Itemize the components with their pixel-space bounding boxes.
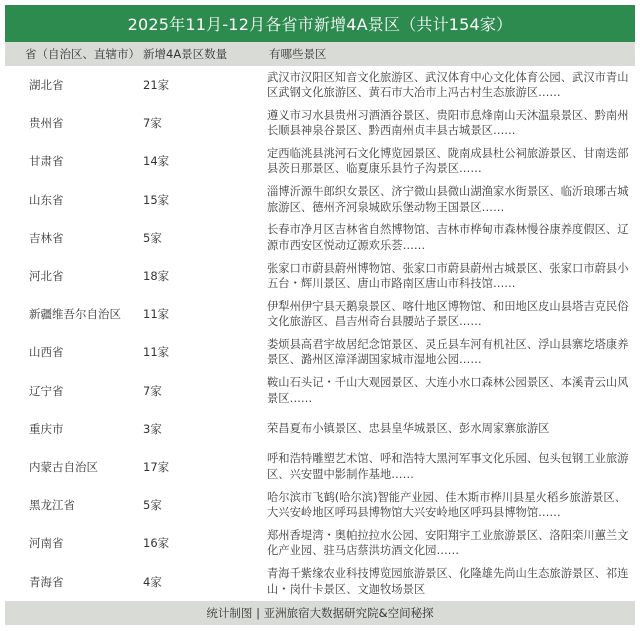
table-row (5, 410, 635, 448)
count-cell: 17家 (143, 459, 170, 474)
province-cell: 甘肃省 (29, 154, 64, 169)
spots-cell: 长春市净月区吉林省自然博物馆、吉林市桦甸市森林慢谷康养度假区、辽源市西安区悦动辽源欢乐荟…… (267, 223, 629, 252)
footer-credit: 统计制图 | 亚洲旅宿大数据研究院&空间秘探 (5, 601, 635, 625)
table-row (5, 486, 635, 524)
table-row (5, 562, 635, 600)
spots-cell: 伊犁州伊宁县天鹅泉景区、喀什地区博物馆、和田地区皮山县塔吉克民俗文化旅游区、昌吉州奇台县腰站子景区…… (267, 299, 629, 329)
table-row (5, 142, 635, 180)
count-cell: 18家 (143, 269, 170, 284)
count-cell: 11家 (143, 307, 170, 322)
count-cell: 15家 (143, 192, 170, 207)
table-row (5, 372, 635, 410)
table-row (5, 219, 635, 257)
table-row (5, 257, 635, 295)
province-cell: 新疆维吾尔自治区 (29, 307, 121, 322)
table-row (5, 448, 635, 486)
count-cell: 4家 (143, 574, 162, 589)
header-spots: 有哪些景区 (269, 47, 327, 61)
province-cell: 河南省 (29, 536, 64, 551)
spots-cell: 郑州香堤湾・奥帕拉拉水公园、安阳翔宇工业旅游景区、洛阳栾川蕙兰文化产业园、驻马店蔡洪坊酒文化园…… (267, 528, 629, 558)
spots-cell: 娄烦县高君宇故居纪念馆景区、灵丘县车河有机社区、浮山县寨圪塔康养景区、潞州区漳泽湖国家城市湿地公园…… (267, 337, 629, 367)
province-cell: 黑龙江省 (29, 498, 75, 513)
table-card (5, 5, 635, 625)
table-row (5, 104, 635, 142)
province-cell: 贵州省 (29, 116, 64, 131)
page-title: 2025年11月-12月各省市新增4A景区（共计154家） (5, 5, 635, 42)
table-row (5, 181, 635, 219)
province-cell: 湖北省 (29, 78, 64, 93)
header-count: 新增4A景区数量 (143, 47, 228, 61)
table-row (5, 66, 635, 104)
table-row (5, 295, 635, 333)
spots-cell: 呼和浩特雕塑艺术馆、呼和浩特大黑河军事文化乐园、包头包钢工业旅游区、兴安盟中影制作基地…… (267, 452, 629, 481)
spots-cell: 遵义市习水县贵州习酒酒谷景区、贵阳市息烽南山天沐温泉景区、黔南州长顺县神泉谷景区、黔西南州贞丰县古城景区…… (267, 108, 629, 138)
count-cell: 5家 (143, 498, 162, 513)
spots-cell: 淄博沂源牛郎织女景区、济宁微山县微山湖渔家水街景区、临沂琅琊古城旅游区、德州齐河泉城欧乐堡动物王国景区…… (267, 185, 629, 214)
spots-cell: 荣昌夏布小镇景区、忠县皇华城景区、彭水周家寨旅游区 (267, 422, 550, 436)
count-cell: 11家 (143, 345, 170, 360)
count-cell: 7家 (143, 383, 162, 398)
province-cell: 内蒙古自治区 (29, 459, 98, 474)
table-row (5, 524, 635, 562)
province-cell: 重庆市 (29, 421, 64, 436)
count-cell: 7家 (143, 116, 162, 131)
spots-cell: 定西临洮县洮河石文化博览园景区、陇南成县杜公祠旅游景区、甘南迭部县茨日那景区、临夏康乐县竹子沟景区…… (267, 146, 629, 176)
count-cell: 14家 (143, 154, 170, 169)
table-row (5, 333, 635, 371)
count-cell: 5家 (143, 230, 162, 245)
spots-cell: 哈尔滨市飞鹤(哈尔滨)智能产业园、佳木斯市桦川县星火稻乡旅游景区、大兴安岭地区呼玛县博物馆大兴安岭地区呼玛县博物馆…… (267, 490, 627, 520)
spots-cell: 张家口市蔚县蔚州博物馆、张家口市蔚县蔚州古城景区、张家口市蔚县小五台・辉川景区、唐山市路南区唐山市科技馆…… (267, 261, 629, 291)
province-cell: 辽宁省 (29, 383, 64, 398)
province-cell: 山东省 (29, 192, 64, 207)
province-cell: 吉林省 (29, 230, 64, 245)
count-cell: 3家 (143, 421, 162, 436)
count-cell: 21家 (143, 78, 170, 93)
spots-cell: 武汉市汉阳区知音文化旅游区、武汉体育中心文化体育公园、武汉市青山区武钢文化旅游区、黄石市大冶市上冯古村生态旅游区…… (267, 70, 629, 100)
province-cell: 青海省 (29, 574, 64, 589)
table-header (5, 42, 635, 66)
table-body (5, 66, 635, 601)
header-province: 省（自治区、直辖市） (25, 47, 140, 61)
province-cell: 山西省 (29, 345, 64, 360)
count-cell: 16家 (143, 536, 170, 551)
spots-cell: 鞍山石头记・千山大观园景区、大连小水口森林公园景区、本溪青云山风景区…… (267, 376, 629, 405)
province-cell: 河北省 (29, 269, 64, 284)
spots-cell: 青海千紫缘农业科技博览园旅游景区、化隆雄先尚山生态旅游景区、祁连山・岗什卡景区、文迦牧场景区 (267, 567, 629, 596)
